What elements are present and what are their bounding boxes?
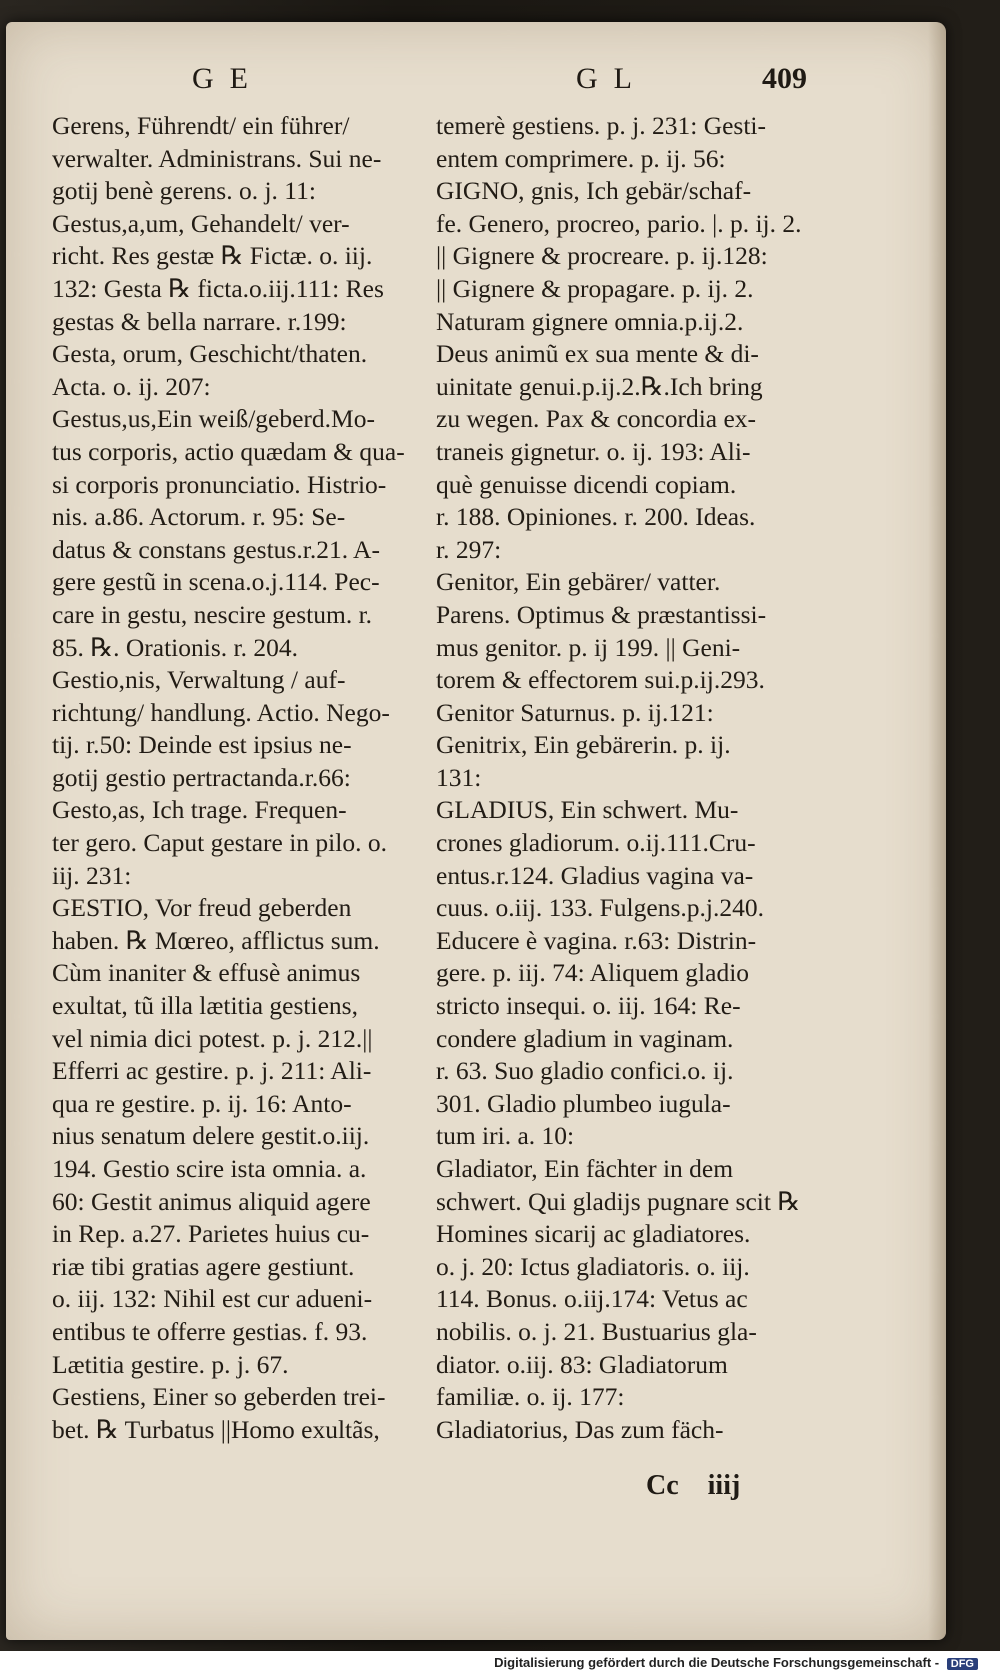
text-line: entem comprimere. p. ij. 56: (436, 143, 726, 173)
text-line: zu wegen. Pax & concordia ex- (436, 404, 757, 434)
page-edge-shadow (928, 22, 946, 1640)
text-line: temerè gestiens. p. j. 231: Gesti- (436, 111, 767, 140)
text-line: nis. a.86. Actorum. r. 95: Se- (52, 502, 346, 532)
text-line: richt. Res gestæ ℞ Fictæ. o. iij. (52, 241, 373, 271)
text-line: condere gladium in vaginam. (436, 1023, 734, 1053)
text-line: r. 297: (436, 534, 502, 564)
footer-credit-text: Digitalisierung gefördert durch die Deutsche Forschungsgemeinschaft - (494, 1655, 940, 1670)
text-line: diator. o.iij. 83: Gladiatorum (436, 1349, 728, 1379)
dfg-logo: DFG (947, 1658, 978, 1670)
footer-bar (0, 1651, 1000, 1676)
text-line: tum iri. a. 10: (436, 1121, 575, 1151)
text-line: fe. Genero, procreo, pario. |. p. ij. 2. (436, 208, 802, 238)
text-line: mus genitor. p. ij 199. || Geni- (436, 632, 741, 662)
text-line: Gestus,us,Ein weiß/geberd.Mo- (52, 404, 375, 434)
text-line: Genitrix, Ein gebärerin. p. ij. (436, 730, 731, 760)
text-line: gestas & bella narrare. r.199: (52, 306, 347, 336)
text-line: riæ tibi gratias agere gestiunt. (52, 1251, 355, 1281)
text-line: entibus te offerre gestias. f. 93. (52, 1316, 368, 1346)
text-line: r. 63. Suo gladio confici.o. ij. (436, 1056, 734, 1086)
running-head-right: GL (576, 62, 648, 95)
text-line: 60: Gestit animus aliquid agere (52, 1186, 371, 1216)
text-line: GLADIUS, Ein schwert. Mu- (436, 795, 739, 825)
text-line: gere. p. iij. 74: Aliquem gladio (436, 958, 750, 988)
text-line: iij. 231: (52, 860, 132, 890)
text-line: cuus. o.iij. 133. Fulgens.p.j.240. (436, 893, 764, 923)
text-line: Naturam gignere omnia.p.ij.2. (436, 306, 744, 336)
left-text-column (52, 110, 472, 1446)
text-line: care in gestu, nescire gestum. r. (52, 599, 373, 629)
text-line: exultat, tũ illa lætitia gestiens, (52, 991, 358, 1021)
text-line: 301. Gladio plumbeo iugula- (436, 1088, 731, 1118)
text-line: Gerens, Führendt/ ein führer/ (52, 111, 350, 140)
text-line: Cùm inaniter & effusè animus (52, 958, 361, 988)
book-page (6, 22, 946, 1640)
text-line: Genitor, Ein gebärer/ vatter. (436, 567, 721, 597)
text-line: gere gestũ in scena.o.j.114. Pec- (52, 567, 380, 597)
text-line: in Rep. a.27. Parietes huius cu- (52, 1219, 370, 1249)
footer-credit (494, 1655, 978, 1670)
text-line: gotij benè gerens. o. j. 11: (52, 176, 316, 206)
text-line: gotij gestio pertractanda.r.66: (52, 762, 351, 792)
text-line: ter gero. Caput gestare in pilo. o. (52, 828, 387, 858)
text-line: o. iij. 132: Nihil est cur adueni- (52, 1284, 373, 1314)
text-line: Lætitia gestire. p. j. 67. (52, 1349, 289, 1379)
text-line: 114. Bonus. o.iij.174: Vetus ac (436, 1284, 748, 1314)
text-line: uinitate genui.p.ij.2.℞.Ich bring (436, 371, 763, 401)
text-line: si corporis pronunciatio. Histrio- (52, 469, 387, 499)
text-line: schwert. Qui gladijs pugnare scit ℞ (436, 1186, 801, 1216)
text-line: || Gignere & propagare. p. ij. 2. (436, 273, 754, 303)
text-line: què genuisse dicendi copiam. (436, 469, 737, 499)
text-line: GESTIO, Vor freud geberden (52, 893, 352, 923)
text-line: verwalter. Administrans. Sui ne- (52, 143, 382, 173)
text-line: traneis gignetur. o. ij. 193: Ali- (436, 436, 751, 466)
text-line: o. j. 20: Ictus gladiatoris. o. iij. (436, 1251, 750, 1281)
running-head-left: GE (192, 62, 264, 95)
text-line: Homines sicarij ac gladiatores. (436, 1219, 751, 1249)
text-line: entus.r.124. Gladius vagina va- (436, 860, 754, 890)
text-line: Gestiens, Einer so geberden trei- (52, 1382, 386, 1412)
text-line: Deus animũ ex sua mente & di- (436, 339, 759, 369)
text-line: datus & constans gestus.r.21. A- (52, 534, 380, 564)
text-line: Gesta, orum, Geschicht/thaten. (52, 339, 368, 369)
catchword-signature: Cc iiij (646, 1470, 741, 1501)
text-line: nobilis. o. j. 21. Bustuarius gla- (436, 1316, 757, 1346)
page-number: 409 (762, 62, 807, 95)
text-line: r. 188. Opiniones. r. 200. Ideas. (436, 502, 756, 532)
text-line: qua re gestire. p. ij. 16: Anto- (52, 1088, 352, 1118)
text-line: 131: (436, 762, 482, 792)
text-line: crones gladiorum. o.ij.111.Cru- (436, 828, 756, 858)
text-line: torem & effectorem sui.p.ij.293. (436, 665, 765, 695)
text-line: 194. Gestio scire ista omnia. a. (52, 1154, 367, 1183)
text-line: richtung/ handlung. Actio. Nego- (52, 697, 390, 727)
text-line: Gladiatorius, Das zum fäch- (436, 1414, 724, 1444)
text-line: bet. ℞ Turbatus ||Homo exultãs, (52, 1414, 380, 1444)
text-line: 85. ℞. Orationis. r. 204. (52, 632, 298, 662)
text-line: 132: Gesta ℞ ficta.o.iij.111: Res (52, 273, 384, 303)
text-line: nius senatum delere gestit.o.iij. (52, 1121, 370, 1151)
text-line: tij. r.50: Deinde est ipsius ne- (52, 730, 352, 760)
text-line: Parens. Optimus & præstantissi- (436, 599, 767, 629)
text-line: || Gignere & procreare. p. ij.128: (436, 241, 768, 271)
text-line: Educere è vagina. r.63: Distrin- (436, 925, 757, 955)
text-line: Efferri ac gestire. p. j. 211: Ali- (52, 1056, 372, 1086)
text-line: stricto insequi. o. iij. 164: Re- (436, 991, 741, 1021)
text-line: Acta. o. ij. 207: (52, 371, 211, 401)
text-line: familiæ. o. ij. 177: (436, 1382, 625, 1412)
text-line: GIGNO, gnis, Ich gebär/schaf- (436, 176, 752, 206)
text-line: tus corporis, actio quædam & qua- (52, 436, 405, 466)
text-line: Gestio,nis, Verwaltung / auf- (52, 665, 346, 695)
text-line: haben. ℞ Mœreo, afflictus sum. (52, 925, 380, 955)
text-line: Genitor Saturnus. p. ij.121: (436, 697, 714, 727)
right-text-column (436, 110, 856, 1446)
text-line: vel nimia dici potest. p. j. 212.|| (52, 1023, 373, 1053)
text-line: Gladiator, Ein fächter in dem (436, 1154, 734, 1183)
text-line: Gestus,a,um, Gehandelt/ ver- (52, 208, 350, 238)
text-line: Gesto,as, Ich trage. Frequen- (52, 795, 347, 825)
